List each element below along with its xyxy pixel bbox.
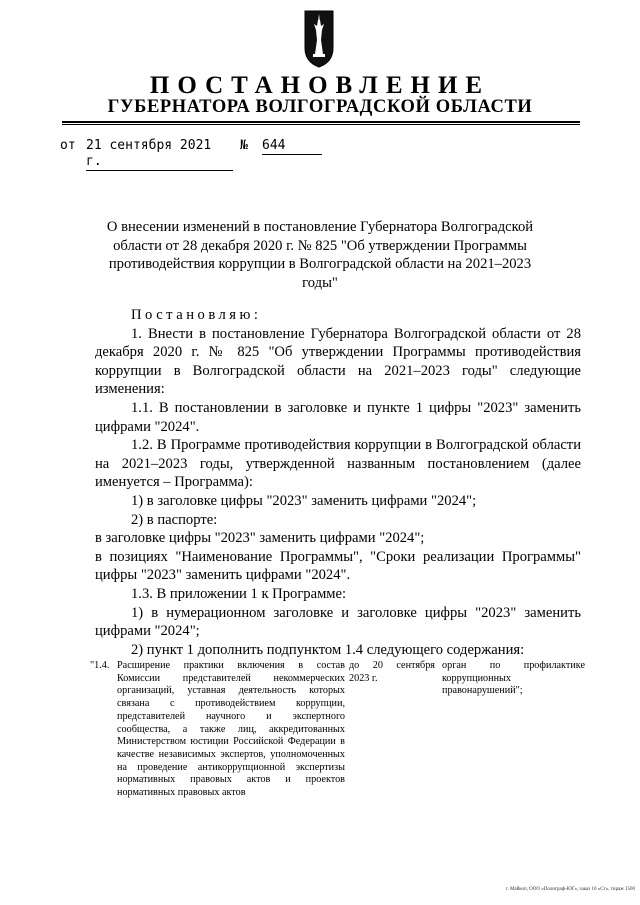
body-paragraph: 1.3. В приложении 1 к Программе: (131, 585, 347, 602)
body-paragraph: 1.2. В Программе противодействия коррупции в Волгоградской области на 2021–2023 годы, утвержденной названным постановлением (далее именуется – Программа): (95, 437, 581, 491)
body-paragraph: 2) в паспорте: (131, 511, 218, 528)
intro-paragraph: Постановляю: (131, 307, 262, 323)
body-paragraph: 1. Внести в постановление Губернатора Волгоградской области от 28 декабря 2020 г. № 825 "Об утверждении Программы противодействия коррупции в Волгоградской области на 2021–2023 годы" следующие изменения: (95, 325, 581, 398)
header-rule-thick (62, 121, 580, 123)
body-paragraph: 1) в нумерационном заголовке и заголовке цифры "2023" заменить цифрами "2024"; (95, 604, 581, 640)
date-prefix: от (60, 138, 76, 153)
document-subtitle: ГУБЕРНАТОРА ВОЛГОГРАДСКОЙ ОБЛАСТИ (107, 97, 533, 117)
body-paragraph: в позициях "Наименование Программы", "Сроки реализации Программы" цифры "2023" заменить цифрами "2024". (95, 548, 581, 584)
print-imprint: г. Майкоп, ООО «Полиграф-ЮГ», заказ 10 «Ст», тираж 1500 (505, 887, 635, 892)
document-date: 21 сентября 2021 г. (86, 138, 233, 171)
body-paragraph: в заголовке цифры "2023" заменить цифрами "2024"; (95, 530, 425, 547)
number-label: № (240, 138, 248, 153)
document-body (95, 306, 581, 659)
document-heading: О внесении изменений в постановление Губернатора Волгоградской области от 28 декабря 2020 г. № 825 "Об утверждении Программы противодействия коррупции в Волгоградской области на 2021–2023 годы" (106, 219, 534, 291)
table-row-text: Расширение практики включения в состав Комиссии представителей некоммерческих организаций, уставная деятельность которых связана с противодействием коррупции, представителей научного и экспертного сообщества, а также лиц, аккредитованных Министерством юстиции Российской Федерации в качестве независимых экспертов, уполномоченных на проведение антикоррупционной экспертизы нормативных правовых актов и проектов нормативных правовых актов (117, 660, 345, 799)
document-number: 644 (262, 138, 322, 155)
body-paragraph: 2) пункт 1 дополнить подпунктом 1.4 следующего содержания: (131, 641, 525, 658)
body-paragraph: 1) в заголовке цифры "2023" заменить цифрами "2024"; (131, 492, 477, 509)
table-row-deadline: до 20 сентября 2023 г. (349, 660, 435, 684)
coat-of-arms-icon (304, 10, 334, 68)
body-paragraph: 1.1. В постановлении в заголовке и пункте 1 цифры "2023" заменить цифрами "2024". (95, 399, 581, 435)
table-row-executor: орган по профилактике коррупционных правонарушений"; (442, 660, 585, 697)
header-rule-thin (62, 124, 580, 125)
table-row-number: "1.4. (90, 660, 110, 671)
document-title: ПОСТАНОВЛЕНИЕ (149, 72, 491, 99)
